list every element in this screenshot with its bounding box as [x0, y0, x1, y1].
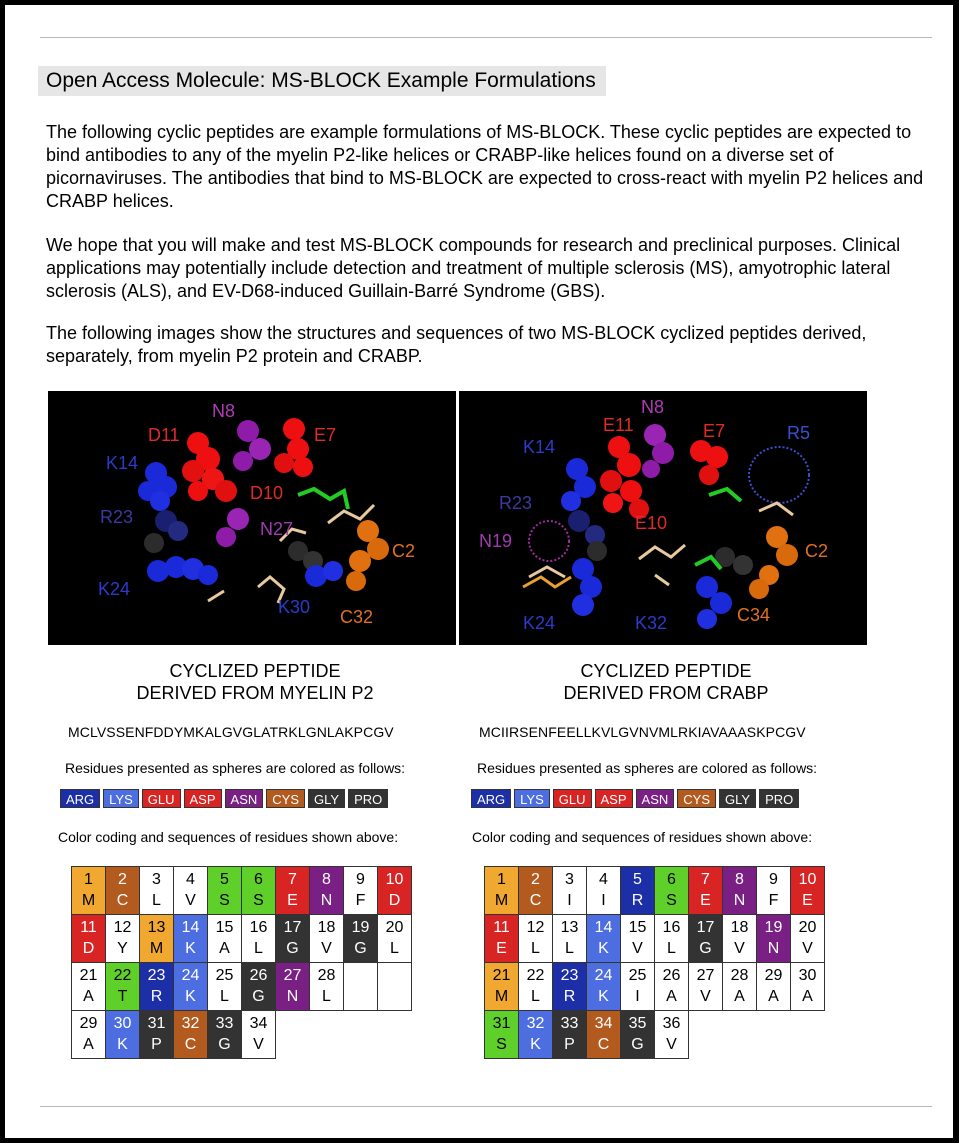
myelin-p2-structure-render [48, 391, 456, 645]
residue-cell-3 [140, 867, 174, 915]
residue-number: 17 [696, 919, 715, 936]
residue-cell-23 [553, 963, 587, 1011]
myelin-p2-sequence: MCLVSSENFDDYMKALGVGLATRKLGNLAKPCGV [68, 724, 394, 740]
residue-letter: V [185, 892, 196, 909]
residue-cell-12 [519, 915, 553, 963]
residue-number: 5 [633, 871, 642, 888]
residue-cell-18 [310, 915, 344, 963]
residue-cell-28 [310, 963, 344, 1011]
legend-asp: ASP [595, 789, 633, 808]
residue-cell-19 [344, 915, 378, 963]
label-e7: E7 [703, 421, 726, 441]
label-n8: N8 [641, 397, 665, 417]
residue-letter: F [768, 892, 779, 909]
label-e10: E10 [635, 513, 668, 533]
residue-cell-17 [689, 915, 723, 963]
residue-cell-25 [208, 963, 242, 1011]
label-r23: R23 [499, 493, 533, 513]
residue-letter: S [219, 892, 230, 909]
legend-asn: ASN [225, 789, 264, 808]
residue-number: 27 [283, 967, 302, 984]
residue-number: 10 [798, 871, 817, 888]
residue-number: 30 [798, 967, 817, 984]
residue-number: 27 [696, 967, 715, 984]
residue-cell-36 [655, 1011, 689, 1059]
residue-letter: R [150, 988, 163, 1005]
residue-number: 18 [317, 919, 336, 936]
residue-number: 9 [769, 871, 778, 888]
residue-cell-25 [621, 963, 655, 1011]
residue-letter: I [635, 988, 640, 1005]
residue-letter: K [117, 1036, 128, 1053]
residue-letter: L [531, 940, 540, 957]
residue-cell-29 [72, 1011, 106, 1059]
residue-letter: M [494, 892, 509, 909]
top-divider [40, 37, 932, 38]
purpose-paragraph: We hope that you will make and test MS-BLOCK compounds for research and preclinical purposes. Clinical applications may potentially include detection and treatment of multiple sclerosis (MS), amyotrophic lateral sclerosis (ALS), and EV-D68-induced Guillain-Barré Syndrome (GBS). [46, 235, 901, 301]
residue-cell-26 [242, 963, 276, 1011]
residue-cell-9 [757, 867, 791, 915]
label-e11: E11 [603, 415, 634, 435]
residue-letter: G [286, 940, 299, 957]
legend-lys: LYS [514, 789, 550, 808]
residue-number: 4 [186, 871, 195, 888]
residue-cell-34 [242, 1011, 276, 1059]
residue-number: 7 [288, 871, 297, 888]
residue-cell-11 [72, 915, 106, 963]
residue-number: 26 [662, 967, 681, 984]
residue-cell-7 [689, 867, 723, 915]
residue-number: 24 [181, 967, 200, 984]
residue-number: 20 [385, 919, 404, 936]
residue-letter: L [390, 940, 399, 957]
grid-row [485, 1011, 825, 1059]
caption-line-2: DERIVED FROM CRABP [563, 683, 769, 703]
residue-number: 29 [764, 967, 783, 984]
residue-cell-32 [519, 1011, 553, 1059]
legend-asp: ASP [184, 789, 222, 808]
residue-number: 25 [215, 967, 234, 984]
residue-letter: K [598, 940, 609, 957]
residue-number: 34 [594, 1015, 613, 1032]
grid-row [72, 915, 412, 963]
residue-letter: A [219, 940, 230, 957]
residue-number: 21 [79, 967, 98, 984]
spheres-note-right: Residues presented as spheres are colored as follows: [477, 760, 818, 776]
residue-letter: G [354, 940, 367, 957]
crabp-sequence: MCIIRSENFEELLKVLGVNVMLRKIAVAAASKPCGV [479, 724, 806, 740]
grid-row [485, 915, 825, 963]
residue-cell-30 [791, 963, 825, 1011]
label-e7: E7 [314, 425, 337, 445]
legend-pro: PRO [759, 789, 799, 808]
residue-number: 2 [118, 871, 127, 888]
residue-letter: K [185, 988, 196, 1005]
residue-letter: V [666, 1036, 677, 1053]
residue-number: 3 [152, 871, 161, 888]
caption-line-2: DERIVED FROM MYELIN P2 [136, 683, 374, 703]
grid-row [485, 963, 825, 1011]
residue-number: 33 [560, 1015, 579, 1032]
residue-letter: R [563, 988, 576, 1005]
residue-number: 8 [322, 871, 331, 888]
residue-letter: V [734, 940, 745, 957]
residue-cell-14 [174, 915, 208, 963]
residue-cell-2 [106, 867, 140, 915]
residue-number: 22 [113, 967, 132, 984]
residue-number: 7 [701, 871, 710, 888]
residue-letter: G [631, 1036, 644, 1053]
residue-number: 10 [385, 871, 404, 888]
residue-letter: L [531, 988, 540, 1005]
legend-cys: CYS [677, 789, 716, 808]
residue-number: 13 [147, 919, 166, 936]
residue-letter: G [699, 940, 712, 957]
residue-letter: K [185, 940, 196, 957]
label-n8: N8 [212, 401, 236, 421]
label-k32: K32 [635, 613, 668, 633]
residue-letter: T [117, 988, 128, 1005]
residue-number: 19 [351, 919, 370, 936]
residue-letter: L [254, 940, 263, 957]
residue-letter: P [151, 1036, 162, 1053]
residue-letter: C [184, 1036, 197, 1053]
residue-number: 31 [492, 1015, 511, 1032]
residue-number: 8 [735, 871, 744, 888]
residue-letter: Y [117, 940, 128, 957]
residue-number: 12 [113, 919, 132, 936]
residue-cell-4 [587, 867, 621, 915]
residue-cell-7 [276, 867, 310, 915]
residue-letter: K [530, 1036, 541, 1053]
residue-cell-15 [208, 915, 242, 963]
legend-gly: GLY [308, 789, 345, 808]
residue-cell-21 [485, 963, 519, 1011]
residue-cell-10 [791, 867, 825, 915]
residue-number: 19 [764, 919, 783, 936]
residue-cell-14 [587, 915, 621, 963]
orange-bonds [523, 577, 571, 587]
label-c32: C32 [340, 607, 374, 627]
residue-number: 30 [113, 1015, 132, 1032]
residue-cell-19 [757, 915, 791, 963]
residue-number: 21 [492, 967, 511, 984]
residue-letter: I [601, 892, 606, 909]
residue-letter: M [494, 988, 509, 1005]
residue-cell-12 [106, 915, 140, 963]
residue-letter: E [496, 940, 507, 957]
residue-cell-9 [344, 867, 378, 915]
label-k24: K24 [523, 613, 556, 633]
legend-cys: CYS [266, 789, 305, 808]
residue-number: 2 [531, 871, 540, 888]
residue-letter: E [802, 892, 813, 909]
coding-note-left: Color coding and sequences of residues shown above: [58, 829, 399, 845]
grid-row [72, 867, 412, 915]
residue-cell-4 [174, 867, 208, 915]
grid-row [72, 963, 412, 1011]
label-n27: N27 [260, 519, 294, 539]
residue-cell-24 [174, 963, 208, 1011]
residue-cell-33 [208, 1011, 242, 1059]
residue-cell-5 [208, 867, 242, 915]
legend-arg: ARG [60, 789, 100, 808]
residue-letter: S [253, 892, 264, 909]
residue-cell-22 [519, 963, 553, 1011]
residue-cell-34 [587, 1011, 621, 1059]
caption-line-1: CYCLIZED PEPTIDE [580, 661, 752, 681]
crabp-structure-render [459, 391, 867, 645]
residue-number: 35 [628, 1015, 647, 1032]
residue-letter: A [83, 988, 94, 1005]
residue-letter: M [81, 892, 96, 909]
legend-asn: ASN [636, 789, 675, 808]
residue-letter: E [287, 892, 298, 909]
residue-cell-10 [378, 867, 412, 915]
legend-arg: ARG [471, 789, 511, 808]
label-k24: K24 [98, 579, 131, 599]
residue-number: 16 [662, 919, 681, 936]
residue-letter: K [598, 988, 609, 1005]
residue-cell-1 [72, 867, 106, 915]
label-r23: R23 [100, 507, 134, 527]
residue-letter: V [802, 940, 813, 957]
residue-number: 23 [147, 967, 166, 984]
residue-number: 31 [147, 1015, 166, 1032]
myelin-p2-structure-image [48, 391, 456, 645]
label-c2: C2 [805, 541, 829, 561]
residue-cell-8 [310, 867, 344, 915]
residue-letter: L [565, 940, 574, 957]
residue-letter: V [632, 940, 643, 957]
residue-cell-15 [621, 915, 655, 963]
empty-cell [344, 963, 378, 1011]
residue-number: 18 [730, 919, 749, 936]
residue-number: 6 [254, 871, 263, 888]
label-r5: R5 [787, 423, 811, 443]
spheres [529, 424, 809, 629]
residue-number: 32 [181, 1015, 200, 1032]
residue-cell-16 [242, 915, 276, 963]
residue-number: 3 [565, 871, 574, 888]
residue-cell-5 [621, 867, 655, 915]
legend-glu: GLU [142, 789, 181, 808]
residue-letter: F [355, 892, 366, 909]
crabp-caption [461, 660, 871, 704]
label-k14: K14 [523, 437, 556, 457]
crabp-structure-image [459, 391, 867, 645]
residue-number: 20 [798, 919, 817, 936]
images-intro-paragraph: The following images show the structures and sequences of two MS-BLOCK cyclized peptides derived, separately, from myelin P2 protein and CRABP. [46, 323, 867, 366]
residue-letter: C [529, 892, 542, 909]
residue-cell-8 [723, 867, 757, 915]
residue-letter: V [253, 1036, 264, 1053]
page-title: Open Access Molecule: MS-BLOCK Example Formulations [38, 66, 606, 96]
residue-number: 24 [594, 967, 613, 984]
bottom-divider [40, 1106, 932, 1107]
residue-legend-right [471, 789, 799, 808]
residue-cell-31 [485, 1011, 519, 1059]
residue-cell-23 [140, 963, 174, 1011]
residue-letter: M [149, 940, 164, 957]
myelin-p2-residue-grid [71, 866, 412, 1059]
residue-number: 1 [84, 871, 93, 888]
residue-letter: E [700, 892, 711, 909]
residue-number: 16 [249, 919, 268, 936]
residue-number: 5 [220, 871, 229, 888]
residue-cell-26 [655, 963, 689, 1011]
residue-cell-6 [655, 867, 689, 915]
residue-cell-20 [791, 915, 825, 963]
residue-number: 13 [560, 919, 579, 936]
residue-cell-3 [553, 867, 587, 915]
legend-gly: GLY [719, 789, 756, 808]
residue-cell-27 [276, 963, 310, 1011]
residue-cell-18 [723, 915, 757, 963]
legend-pro: PRO [348, 789, 388, 808]
residue-letter: G [218, 1036, 231, 1053]
residue-letter: N [286, 988, 299, 1005]
residue-number: 11 [80, 919, 97, 936]
residue-letter: D [82, 940, 95, 957]
residue-legend-left [60, 789, 388, 808]
residue-cell-29 [757, 963, 791, 1011]
residue-cell-24 [587, 963, 621, 1011]
residue-cell-17 [276, 915, 310, 963]
residue-number: 1 [497, 871, 506, 888]
residue-letter: I [567, 892, 572, 909]
residue-number: 6 [667, 871, 676, 888]
residue-cell-31 [140, 1011, 174, 1059]
residue-number: 14 [181, 919, 200, 936]
caption-line-1: CYCLIZED PEPTIDE [169, 661, 341, 681]
coding-note-right: Color coding and sequences of residues shown above: [472, 829, 813, 845]
residue-number: 26 [249, 967, 268, 984]
residue-letter: A [734, 988, 745, 1005]
residue-number: 12 [526, 919, 545, 936]
residue-letter: S [666, 892, 677, 909]
residue-number: 4 [599, 871, 608, 888]
residue-cell-16 [655, 915, 689, 963]
label-d11: D11 [148, 425, 180, 445]
spheres-note-left: Residues presented as spheres are colored as follows: [65, 760, 406, 776]
residue-cell-13 [140, 915, 174, 963]
legend-lys: LYS [103, 789, 139, 808]
residue-number: 22 [526, 967, 545, 984]
label-c34: C34 [737, 605, 771, 625]
label-k14: K14 [106, 453, 139, 473]
residue-cell-21 [72, 963, 106, 1011]
residue-cell-33 [553, 1011, 587, 1059]
residue-number: 17 [283, 919, 302, 936]
residue-cell-20 [378, 915, 412, 963]
residue-number: 15 [628, 919, 647, 936]
label-k30: K30 [278, 597, 311, 617]
residue-number: 28 [317, 967, 336, 984]
label-n19: N19 [479, 531, 513, 551]
residue-number: 23 [560, 967, 579, 984]
residue-letter: N [733, 892, 746, 909]
residue-number: 36 [662, 1015, 681, 1032]
myelin-p2-caption [50, 660, 460, 704]
residue-number: 25 [628, 967, 647, 984]
residue-cell-2 [519, 867, 553, 915]
residue-cell-28 [723, 963, 757, 1011]
residue-letter: P [564, 1036, 575, 1053]
residue-cell-27 [689, 963, 723, 1011]
residue-cell-22 [106, 963, 140, 1011]
residue-letter: S [496, 1036, 507, 1053]
residue-letter: G [252, 988, 265, 1005]
residue-letter: A [768, 988, 779, 1005]
intro-paragraph: The following cyclic peptides are example formulations of MS-BLOCK. These cyclic peptides are expected to bind antibodies to any of the myelin P2-like helices or CRABP-like helices found on a diverse set of picornaviruses. The antibodies that bind to MS-BLOCK are expected to cross-react with myelin P2 helices and CRABP helices. [46, 122, 924, 211]
residue-letter: N [767, 940, 780, 957]
residue-letter: V [700, 988, 711, 1005]
residue-cell-35 [621, 1011, 655, 1059]
residue-letter: V [321, 940, 332, 957]
label-d10: D10 [250, 483, 284, 503]
residue-letter: A [802, 988, 813, 1005]
residue-letter: C [597, 1036, 610, 1053]
grid-row [72, 1011, 412, 1059]
green-bonds [298, 489, 348, 509]
residue-letter: L [667, 940, 676, 957]
residue-letter: A [83, 1036, 94, 1053]
residue-letter: L [322, 988, 331, 1005]
residue-number: 33 [215, 1015, 234, 1032]
residue-number: 34 [249, 1015, 268, 1032]
residue-number: 9 [356, 871, 365, 888]
residue-cell-6 [242, 867, 276, 915]
residue-letter: L [152, 892, 161, 909]
residue-number: 32 [526, 1015, 545, 1032]
residue-cell-13 [553, 915, 587, 963]
residue-number: 29 [79, 1015, 98, 1032]
residue-letter: A [666, 988, 677, 1005]
crabp-residue-grid [484, 866, 825, 1059]
residue-number: 11 [493, 919, 510, 936]
residue-letter: L [220, 988, 229, 1005]
residue-cell-1 [485, 867, 519, 915]
label-c2: C2 [392, 541, 416, 561]
residue-letter: D [388, 892, 401, 909]
residue-cell-32 [174, 1011, 208, 1059]
residue-number: 15 [215, 919, 234, 936]
residue-cell-30 [106, 1011, 140, 1059]
legend-glu: GLU [553, 789, 592, 808]
residue-number: 28 [730, 967, 749, 984]
grid-row [485, 867, 825, 915]
residue-letter: R [631, 892, 644, 909]
residue-number: 14 [594, 919, 613, 936]
residue-cell-11 [485, 915, 519, 963]
residue-letter: N [320, 892, 333, 909]
empty-cell [378, 963, 412, 1011]
residue-letter: C [116, 892, 129, 909]
